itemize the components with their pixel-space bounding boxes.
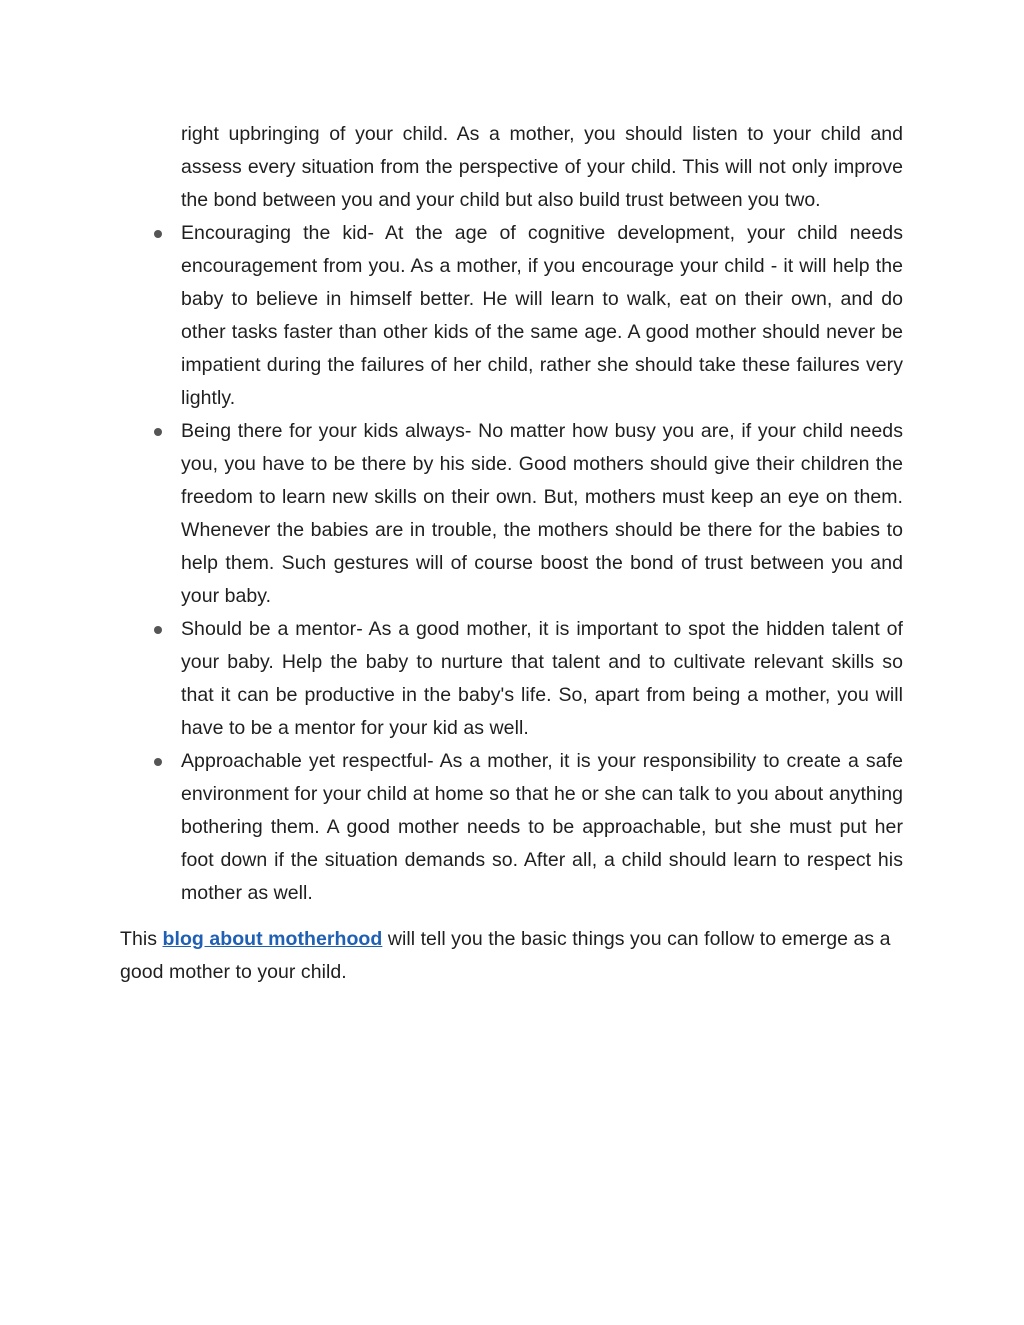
bullet-icon (154, 428, 162, 436)
closing-prefix: This (120, 928, 163, 950)
closing-paragraph (120, 923, 903, 989)
list-item-text: Encouraging the kid- At the age of cognitive development, your child needs encouragement from you. As a mother, if you encourage your child - it will help the baby to believe in himself better. He will learn to walk, eat on their own, and do other tasks faster than other kids of the same age. A good mother should never be impatient during the failures of her child, rather she should take these failures very lightly. (181, 222, 903, 409)
list-item (120, 745, 903, 910)
list-item (120, 613, 903, 745)
list-item (120, 415, 903, 613)
lead-paragraph: right upbringing of your child. As a mother, you should listen to your child and assess every situation from the perspective of your child. This will not only improve the bond between you and your child but also build trust between you two. (181, 123, 903, 211)
page-content (120, 118, 903, 989)
list-item-text: Being there for your kids always- No matter how busy you are, if your child needs you, you have to be there by his side. Good mothers should give their children the freedom to learn new skills on their own. But, mothers must keep an eye on them. Whenever the babies are in trouble, the mothers should be there for the babies to help them. Such gestures will of course boost the bond of trust between you and your baby. (181, 420, 903, 607)
bullet-list (120, 217, 903, 910)
list-item-text: Approachable yet respectful- As a mother, it is your responsibility to create a safe environment for your child at home so that he or she can talk to you about anything bothering them. A good mother needs to be approachable, but she must put her foot down if the situation demands so. After all, a child should learn to respect his mother as well. (181, 750, 903, 904)
list-item (120, 217, 903, 415)
bullet-icon (154, 626, 162, 634)
bullet-icon (154, 758, 162, 766)
list-item-text: Should be a mentor- As a good mother, it is important to spot the hidden talent of your baby. Help the baby to nurture that talent and to cultivate relevant skills so that it can be productive in the baby's life. So, apart from being a mother, you will have to be a mentor for your kid as well. (181, 618, 903, 739)
closing-paragraph-block (120, 923, 903, 989)
blog-link[interactable]: blog about motherhood (162, 928, 383, 950)
bullet-icon (154, 230, 162, 238)
closing-suffix: will tell you the basic things you can follow to emerge as a good mother to your child. (120, 928, 891, 983)
lead-paragraph-block (120, 118, 903, 217)
